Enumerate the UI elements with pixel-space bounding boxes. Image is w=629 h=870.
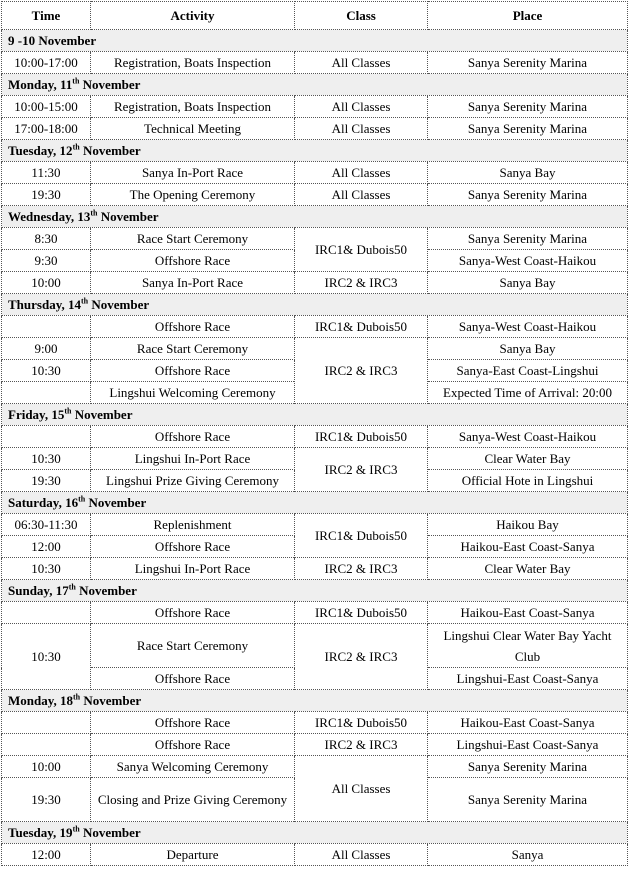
cell-time: 9:30	[2, 250, 91, 272]
cell-place: Sanya	[428, 844, 628, 866]
day-header	[2, 30, 628, 52]
cell-place: Haikou-East Coast-Sanya	[428, 536, 628, 558]
table-row	[2, 712, 628, 734]
cell-time: 12:00	[2, 536, 91, 558]
cell-activity: Race Start Ceremony	[91, 624, 295, 668]
table-row	[2, 426, 628, 448]
cell-activity: Offshore Race	[91, 602, 295, 624]
cell-place: Haikou-East Coast-Sanya	[428, 602, 628, 624]
day-label: Friday, 15th November	[2, 404, 628, 426]
cell-time	[2, 712, 91, 734]
day-header	[2, 492, 628, 514]
cell-time: 10:30	[2, 624, 91, 690]
day-header	[2, 206, 628, 228]
cell-place: Haikou-East Coast-Sanya	[428, 712, 628, 734]
day-header	[2, 294, 628, 316]
cell-time: 10:00-17:00	[2, 52, 91, 74]
cell-activity: Offshore Race	[91, 360, 295, 382]
cell-class: All Classes	[295, 162, 428, 184]
cell-place: Sanya-West Coast-Haikou	[428, 250, 628, 272]
cell-activity: Replenishment	[91, 514, 295, 536]
cell-activity: Lingshui Prize Giving Ceremony	[91, 470, 295, 492]
cell-class: IRC1& Dubois50	[295, 228, 428, 272]
cell-class: IRC2 & IRC3	[295, 338, 428, 404]
cell-time: 12:00	[2, 844, 91, 866]
day-label: Tuesday, 19th November	[2, 822, 628, 844]
day-header	[2, 690, 628, 712]
cell-activity: Race Start Ceremony	[91, 228, 295, 250]
day-label: Thursday, 14th November	[2, 294, 628, 316]
cell-place: Sanya Serenity Marina	[428, 228, 628, 250]
table-row	[2, 844, 628, 866]
table-row	[2, 558, 628, 580]
cell-class: All Classes	[295, 118, 428, 140]
header-class: Class	[295, 2, 428, 30]
table-row	[2, 756, 628, 778]
cell-time	[2, 382, 91, 404]
day-label: Monday, 11th November	[2, 74, 628, 96]
cell-activity: Departure	[91, 844, 295, 866]
cell-time: 8:30	[2, 228, 91, 250]
cell-class: IRC2 & IRC3	[295, 734, 428, 756]
cell-activity: Offshore Race	[91, 734, 295, 756]
cell-activity: Sanya Welcoming Ceremony	[91, 756, 295, 778]
cell-class: IRC1& Dubois50	[295, 712, 428, 734]
cell-place: Clear Water Bay	[428, 558, 628, 580]
header-row	[2, 2, 628, 30]
cell-class: IRC2 & IRC3	[295, 272, 428, 294]
cell-class: All Classes	[295, 756, 428, 822]
header-time: Time	[2, 2, 91, 30]
day-label: Saturday, 16th November	[2, 492, 628, 514]
cell-place: Sanya Bay	[428, 338, 628, 360]
table-row	[2, 734, 628, 756]
cell-class: All Classes	[295, 184, 428, 206]
cell-time: 11:30	[2, 162, 91, 184]
cell-activity: Race Start Ceremony	[91, 338, 295, 360]
cell-time	[2, 734, 91, 756]
cell-activity: Offshore Race	[91, 250, 295, 272]
table-row	[2, 228, 628, 250]
cell-place: Sanya-West Coast-Haikou	[428, 426, 628, 448]
cell-activity: Offshore Race	[91, 316, 295, 338]
cell-activity: Lingshui In-Port Race	[91, 448, 295, 470]
day-header	[2, 140, 628, 162]
cell-activity: Sanya In-Port Race	[91, 162, 295, 184]
cell-time: 10:30	[2, 558, 91, 580]
day-label: 9 -10 November	[2, 30, 628, 52]
cell-class: IRC2 & IRC3	[295, 448, 428, 492]
cell-place: Sanya Serenity Marina	[428, 184, 628, 206]
cell-place: Sanya-East Coast-Lingshui	[428, 360, 628, 382]
cell-place: Lingshui Clear Water Bay Yacht Club	[428, 624, 628, 668]
day-header	[2, 74, 628, 96]
cell-activity: Registration, Boats Inspection	[91, 96, 295, 118]
table-row	[2, 272, 628, 294]
table-row	[2, 624, 628, 668]
day-label: Monday, 18th November	[2, 690, 628, 712]
cell-class: IRC1& Dubois50	[295, 602, 428, 624]
cell-activity: Closing and Prize Giving Ceremony	[91, 778, 295, 822]
day-label: Wednesday, 13th November	[2, 206, 628, 228]
cell-place: Haikou Bay	[428, 514, 628, 536]
table-row	[2, 514, 628, 536]
cell-place: Official Hote in Lingshui	[428, 470, 628, 492]
cell-time	[2, 316, 91, 338]
cell-time: 19:30	[2, 778, 91, 822]
schedule-table	[1, 1, 628, 866]
cell-time: 19:30	[2, 184, 91, 206]
cell-place: Sanya Serenity Marina	[428, 778, 628, 822]
cell-time: 10:00	[2, 272, 91, 294]
cell-activity: Registration, Boats Inspection	[91, 52, 295, 74]
table-row	[2, 338, 628, 360]
cell-place: Sanya Serenity Marina	[428, 118, 628, 140]
day-label: Sunday, 17th November	[2, 580, 628, 602]
cell-activity: Lingshui In-Port Race	[91, 558, 295, 580]
table-row	[2, 96, 628, 118]
cell-activity: Lingshui Welcoming Ceremony	[91, 382, 295, 404]
cell-time: 10:30	[2, 448, 91, 470]
cell-place: Sanya Serenity Marina	[428, 52, 628, 74]
table-row	[2, 118, 628, 140]
cell-activity: Technical Meeting	[91, 118, 295, 140]
cell-place: Sanya Serenity Marina	[428, 96, 628, 118]
cell-place: Expected Time of Arrival: 20:00	[428, 382, 628, 404]
cell-time: 19:30	[2, 470, 91, 492]
cell-place: Sanya Bay	[428, 272, 628, 294]
cell-time: 06:30-11:30	[2, 514, 91, 536]
cell-place: Sanya Serenity Marina	[428, 756, 628, 778]
header-place: Place	[428, 2, 628, 30]
table-row	[2, 602, 628, 624]
cell-place: Clear Water Bay	[428, 448, 628, 470]
cell-class: IRC2 & IRC3	[295, 624, 428, 690]
cell-time: 9:00	[2, 338, 91, 360]
cell-place: Sanya-West Coast-Haikou	[428, 316, 628, 338]
cell-activity: Offshore Race	[91, 426, 295, 448]
cell-activity: Offshore Race	[91, 668, 295, 690]
cell-activity: Offshore Race	[91, 536, 295, 558]
cell-class: IRC1& Dubois50	[295, 514, 428, 558]
cell-class: IRC1& Dubois50	[295, 426, 428, 448]
table-row	[2, 162, 628, 184]
cell-place: Lingshui-East Coast-Sanya	[428, 734, 628, 756]
day-header	[2, 822, 628, 844]
cell-time: 10:00-15:00	[2, 96, 91, 118]
cell-time	[2, 426, 91, 448]
cell-class: IRC1& Dubois50	[295, 316, 428, 338]
cell-activity: Offshore Race	[91, 712, 295, 734]
cell-class: All Classes	[295, 96, 428, 118]
cell-time: 17:00-18:00	[2, 118, 91, 140]
day-header	[2, 580, 628, 602]
table-row	[2, 448, 628, 470]
cell-class: IRC2 & IRC3	[295, 558, 428, 580]
cell-activity: Sanya In-Port Race	[91, 272, 295, 294]
cell-class: All Classes	[295, 844, 428, 866]
cell-time	[2, 602, 91, 624]
day-header	[2, 404, 628, 426]
cell-time: 10:30	[2, 360, 91, 382]
cell-activity: The Opening Ceremony	[91, 184, 295, 206]
cell-time: 10:00	[2, 756, 91, 778]
day-label: Tuesday, 12th November	[2, 140, 628, 162]
header-activity: Activity	[91, 2, 295, 30]
table-row	[2, 184, 628, 206]
cell-place: Sanya Bay	[428, 162, 628, 184]
cell-place: Lingshui-East Coast-Sanya	[428, 668, 628, 690]
table-row	[2, 316, 628, 338]
table-row	[2, 52, 628, 74]
cell-class: All Classes	[295, 52, 428, 74]
